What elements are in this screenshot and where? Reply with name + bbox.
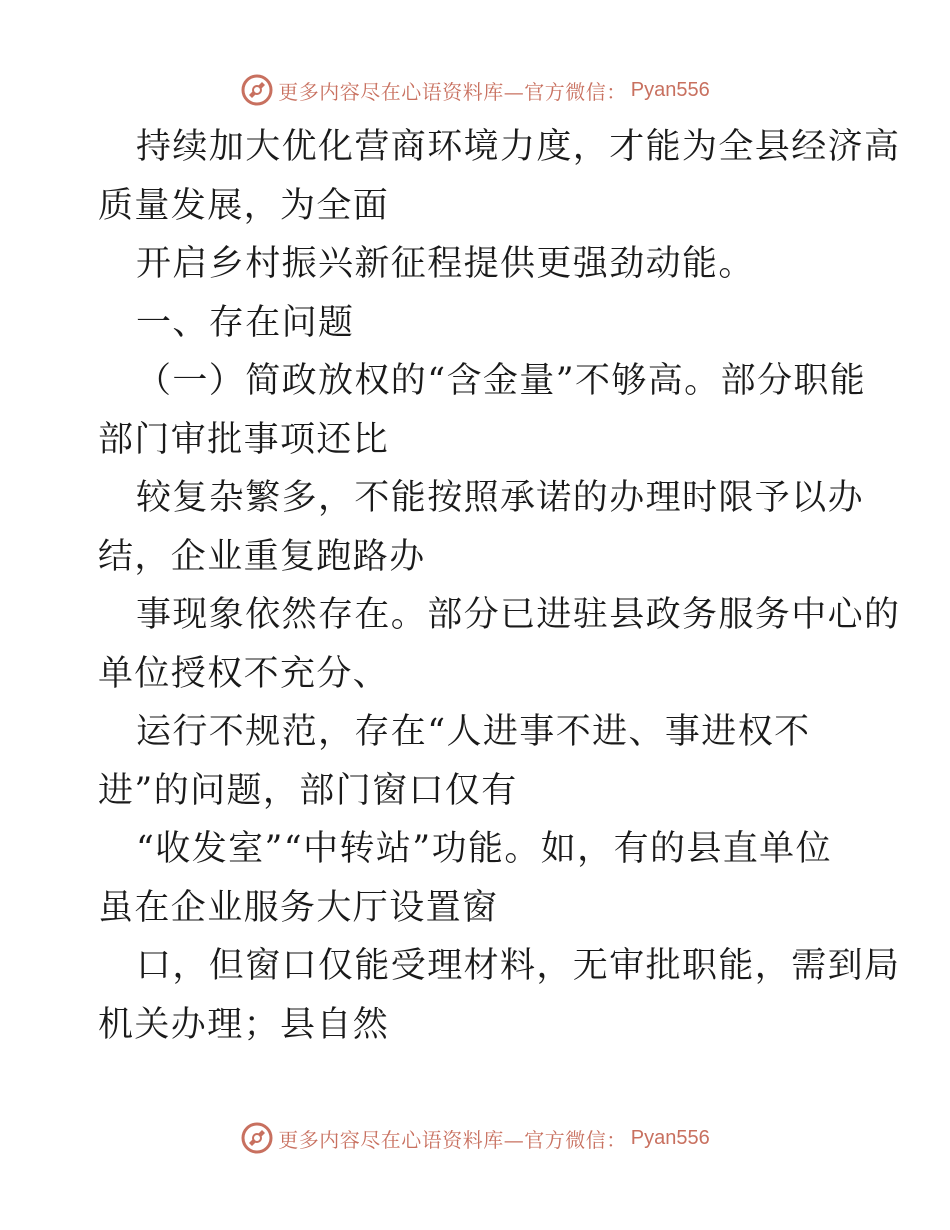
paragraph-line: “收发室”“中转站”功能。如，有的县直单位 [136,829,832,869]
header-watermark [0,70,950,110]
watermark-text: 更多内容尽在心语资料库—官方微信： [278,79,627,104]
paragraph-line: 口，但窗口仅能受理材料，无审批职能，需到局 [136,946,901,986]
logo-icon [240,73,274,107]
watermark-id: Pyan556 [630,78,710,101]
paragraph-line: 结，企业重复跑路办 [98,536,426,577]
footer-watermark [0,1118,950,1158]
paragraph-line: 持续加大优化营商环境力度，才能为全县经济高 [136,127,901,167]
watermark-text: 更多内容尽在心语资料库—官方微信： [278,1127,627,1152]
paragraph-line: 单位授权不充分、 [98,653,390,694]
document-body [98,118,901,1054]
watermark-id: Pyan556 [630,1126,710,1149]
section-heading: 一、存在问题 [136,302,355,343]
paragraph-line: 开启乡村振兴新征程提供更强劲动能。 [136,244,755,284]
paragraph-line: 较复杂繁多，不能按照承诺的办理时限予以办 [136,478,865,518]
paragraph-line: （一）简政放权的“含金量”不够高。部分职能 [136,361,867,401]
paragraph-line: 运行不规范，存在“人进事不进、事进权不 [136,712,811,752]
logo-icon [240,1121,274,1155]
paragraph-line: 部门审批事项还比 [98,419,390,460]
paragraph-line: 虽在企业服务大厅设置窗 [98,887,499,928]
paragraph-line: 机关办理；县自然 [98,1004,390,1045]
paragraph-line: 质量发展，为全面 [98,185,390,226]
paragraph-line: 事现象依然存在。部分已进驻县政务服务中心的 [136,595,901,635]
paragraph-line: 进”的问题，部门窗口仅有 [98,770,518,811]
